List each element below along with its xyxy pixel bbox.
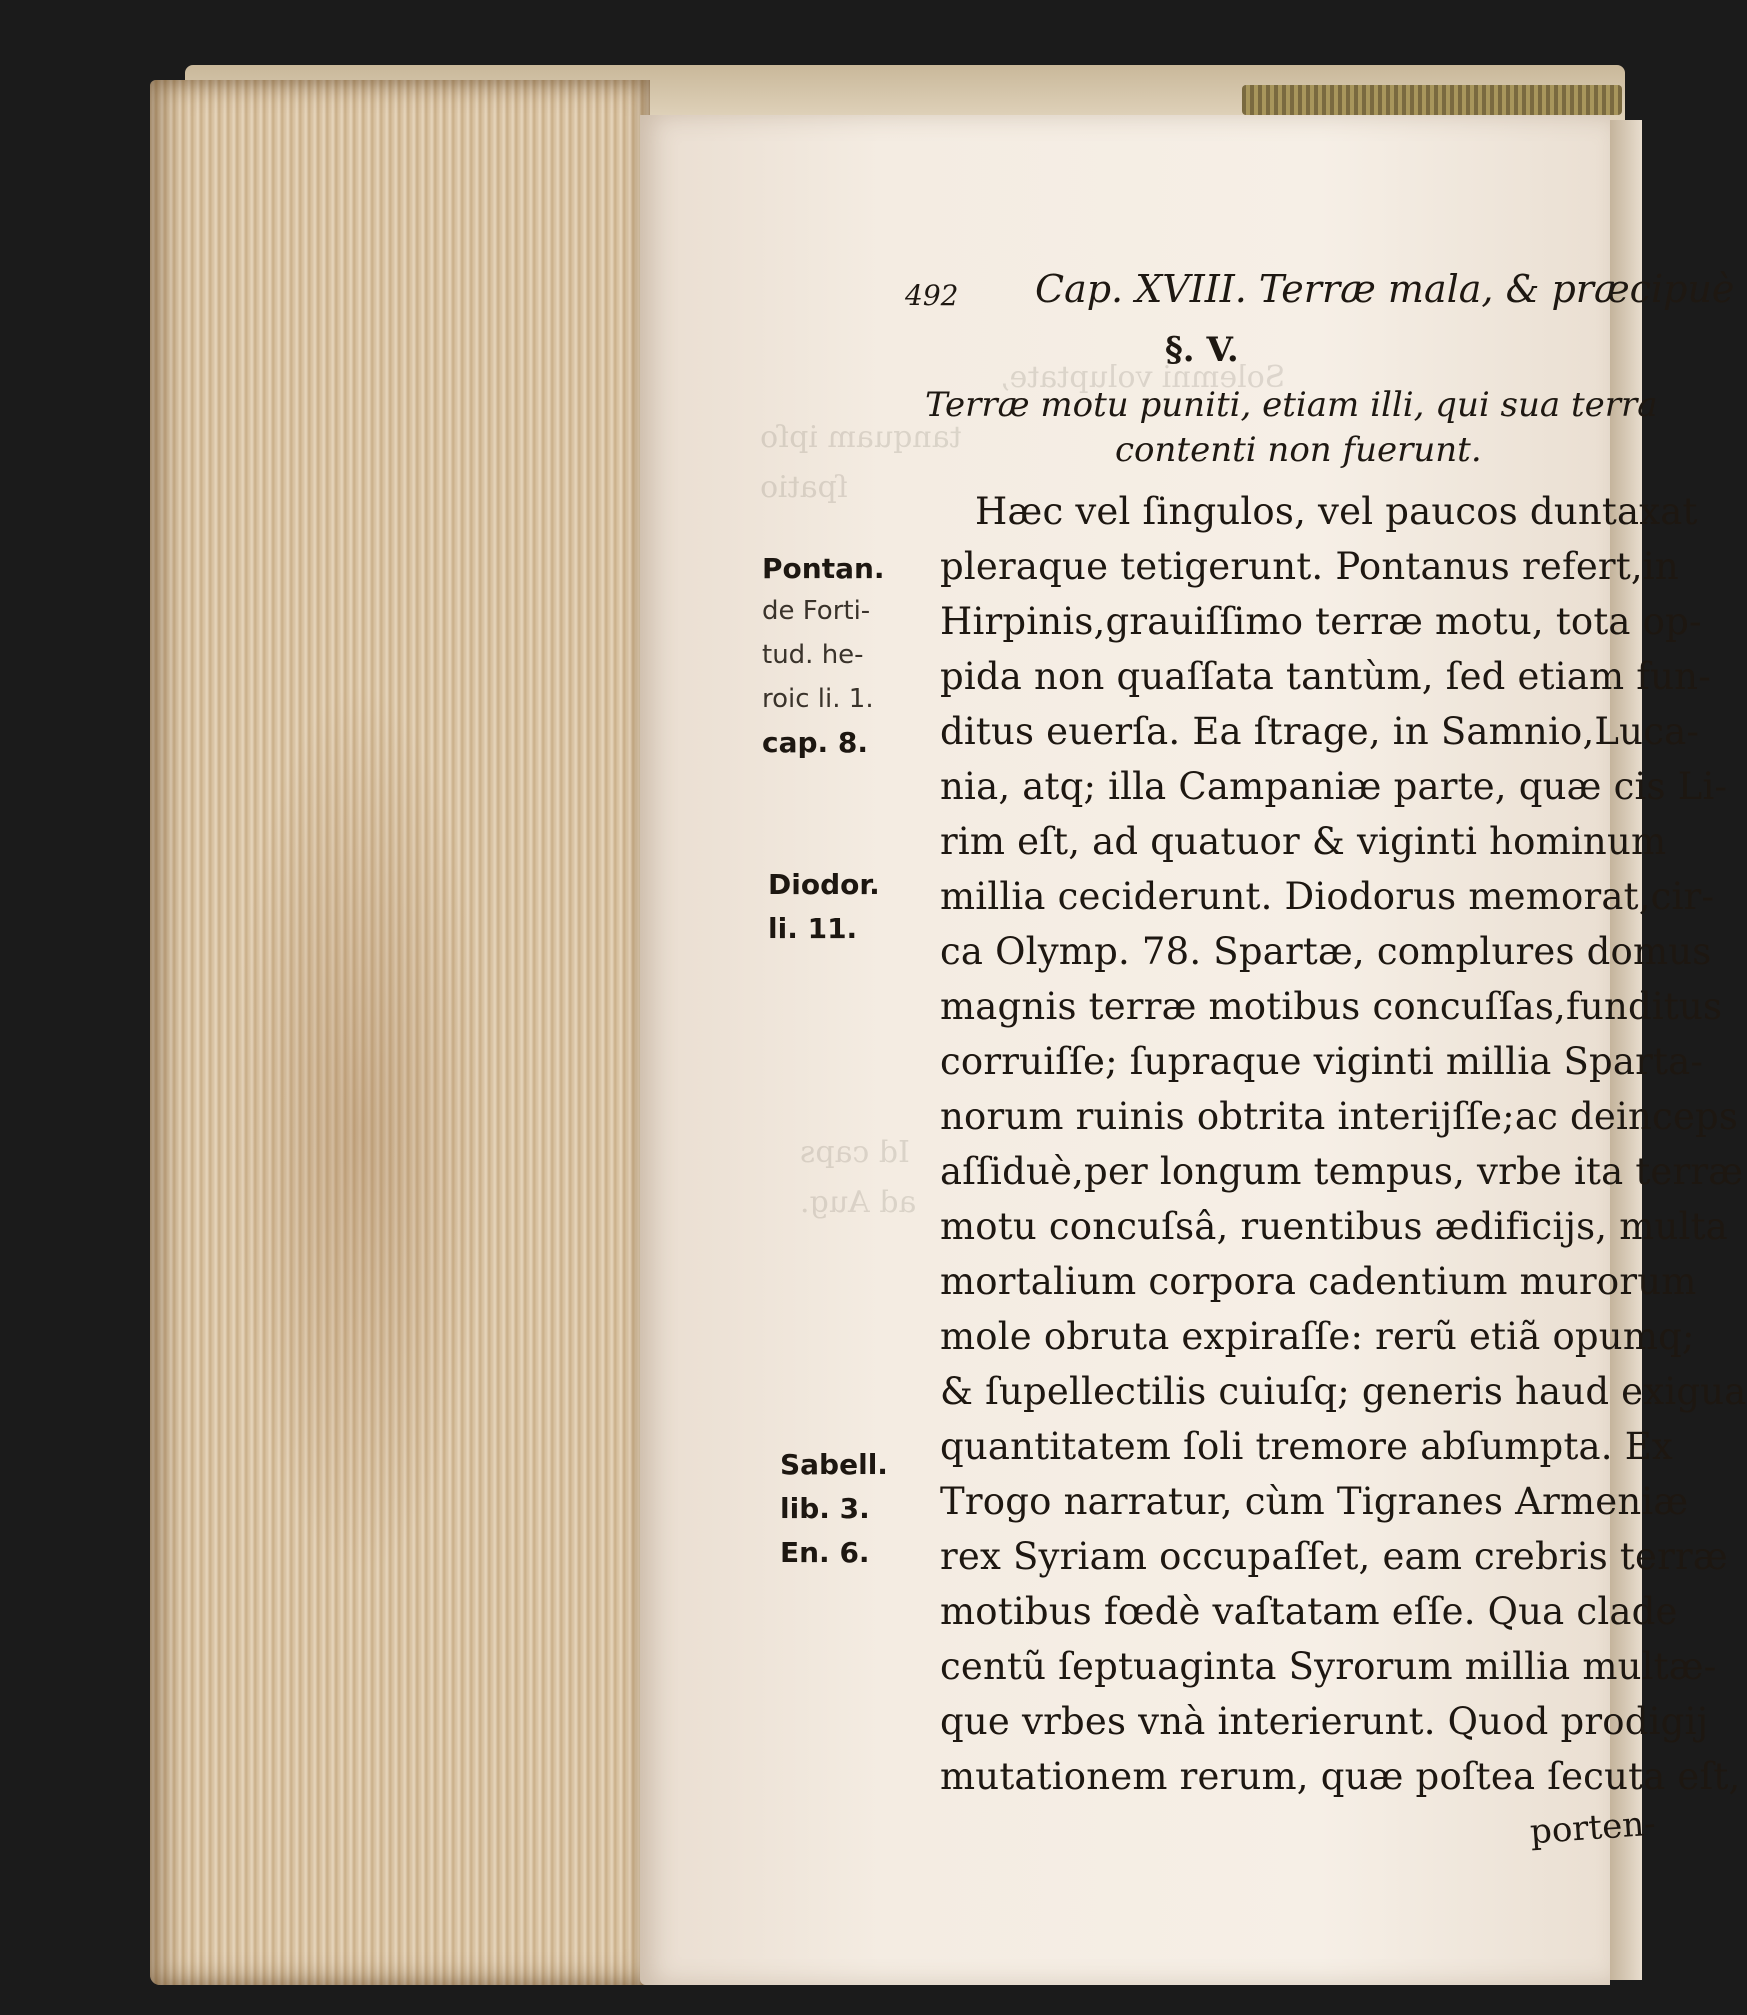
body-line: ditus euerſa. Ea ſtrage, in Samnio,Luca-: [940, 710, 1700, 753]
body-line: mortalium corpora cadentium murorum: [940, 1260, 1697, 1303]
body-line: rex Syriam occupaſſet, eam crebris terræ: [940, 1535, 1728, 1578]
body-line: ca Olymp. 78. Spartæ, complures domus: [940, 930, 1712, 973]
body-line: quantitatem ſoli tremore abſumpta. Ex: [940, 1425, 1673, 1468]
margin-note-line: Pontan.: [762, 552, 885, 585]
page-header: [905, 265, 1735, 325]
section-title-line: contenti non fuerunt.: [1115, 430, 1482, 470]
body-line: aſſiduè,per longum tempus, vrbe ita terræ: [940, 1150, 1744, 1193]
body-line: mole obruta expiraſſe: rerũ etiã opumq;: [940, 1315, 1695, 1358]
section-number: §. V.: [1165, 330, 1239, 370]
margin-note-line: En. 6.: [780, 1536, 870, 1569]
margin-note-line: de Forti-: [762, 596, 871, 626]
body-line: centũ ſeptuaginta Syrorum millia multæ-: [940, 1645, 1717, 1688]
margin-note-line: lib. 3.: [780, 1492, 870, 1525]
page-number: 492: [905, 279, 959, 312]
body-line: Trogo narratur, cùm Tigranes Armeniæ: [940, 1480, 1689, 1523]
body-line: Hæc vel ſingulos, vel paucos duntaxat: [975, 490, 1698, 533]
body-line: millia ceciderunt. Diodorus memorat,cir-: [940, 875, 1715, 918]
bleed-through-text: Solemni voluptate,: [1000, 360, 1286, 395]
body-line: corruiſſe; ſupraque viginti millia Sparta-: [940, 1040, 1704, 1083]
margin-note-line: tud. he-: [762, 640, 864, 670]
margin-note-line: li. 11.: [768, 912, 858, 945]
body-line: rim eſt, ad quatuor & viginti hominum: [940, 820, 1667, 863]
body-line: mutationem rerum, quæ poſtea ſecuta eſt,: [940, 1755, 1741, 1798]
body-line: que vrbes vnà interierunt. Quod prodigij: [940, 1700, 1709, 1743]
body-line: nia, atq; illa Campaniæ parte, quæ cis Li-: [940, 765, 1728, 808]
body-line: motu concuſsâ, ruentibus ædificijs, multa: [940, 1205, 1728, 1248]
gilt-spine-edge: [1242, 85, 1622, 115]
bleed-through-text: ſpatio: [760, 470, 848, 505]
body-line: magnis terræ motibus concuſſas,funditus: [940, 985, 1723, 1028]
catchword: porten-: [1528, 1803, 1657, 1853]
body-line: & ſupellectilis cuiuſq; generis haud exigua: [940, 1370, 1747, 1413]
running-head: Cap. XVIII. Terræ mala, & præcipuè: [1035, 267, 1735, 311]
body-line: norum ruinis obtrita interijſſe;ac deinceps: [940, 1095, 1739, 1138]
bleed-through-text: ad Aug.: [800, 1185, 917, 1220]
margin-note-line: roic li. 1.: [762, 684, 874, 714]
bleed-through-text: Id caps: [800, 1135, 910, 1170]
body-line: pleraque tetigerunt. Pontanus refert,in: [940, 545, 1679, 588]
section-title-line: Terræ motu puniti, etiam illi, qui sua terra: [925, 385, 1658, 425]
margin-note-line: cap. 8.: [762, 726, 869, 759]
body-line: motibus fœdè vaſtatam eſſe. Qua clade: [940, 1590, 1678, 1633]
bleed-through-text: tanquam ipſo: [760, 420, 962, 455]
margin-note-line: Sabell.: [780, 1448, 888, 1481]
body-line: pida non quaſſata tantùm, ſed etiam fun-: [940, 655, 1711, 698]
body-line: Hirpinis,grauiſſimo terræ motu, tota op-: [940, 600, 1702, 643]
page-block-edge: [150, 80, 650, 1985]
margin-note-line: Diodor.: [768, 868, 880, 901]
